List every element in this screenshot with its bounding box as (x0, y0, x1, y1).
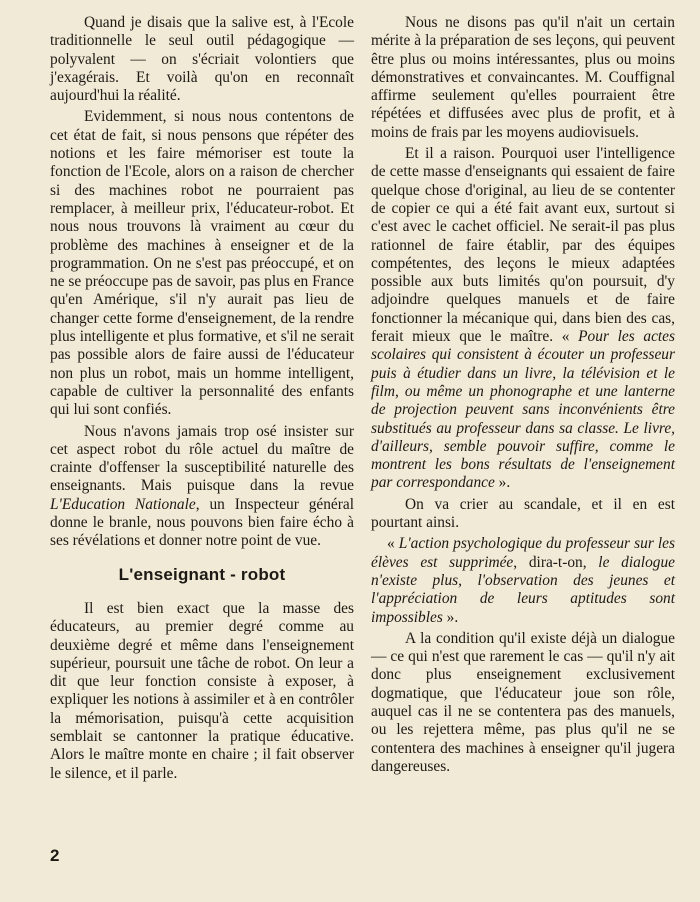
paragraph-text: ». (442, 608, 459, 626)
paragraph (371, 535, 675, 626)
section-heading: L'enseignant - robot (118, 564, 286, 584)
paragraph: A la condition qu'il existe déjà un dialogue — ce qui n'est que rarement le cas — qu'il n'y ait donc plus enseignement exclusivement dogmatique, que l'éducateur joue son rôle, auquel cas il ne se contentera pas des manuels, ou les rejettera même, pas plus qu'il ne se contentera des machines à enseigner qu'il jugera dangereuses. (371, 629, 675, 775)
left-column (50, 14, 354, 783)
quotation: le dialogue n'existe plus, l'observation des jeunes et l'appréciation de leurs aptitudes sont impossibles (371, 553, 675, 626)
paragraph-text: ». (494, 474, 511, 492)
paragraph-text: , un Inspecteur général donne le branle, nous pouvons bien faire écho à ses révélations et donner notre point de vue. (50, 495, 354, 550)
journal-title: L'Education Nationale (50, 495, 196, 513)
paragraph-text: Et il a raison. Pourquoi user l'intelligence de cette masse d'enseignants qui essaient de faire quelque chose d'original, au lieu de se contenter de copier ce qui a été fait avant eux, surtout si c'est avec le cachet officiel. Ne serait-il pas plus rationnel de faire établir, par des équipes compétentes, des leçons le mieux adaptées possible aux buts limités qu'on poursuit, d'y adjoindre quelques manuels et de faire fonctionner la mécanique qui, dans bien des cas, ferait mieux que le maître. « (371, 145, 675, 346)
quotation: L'action psychologique du professeur sur les élèves est supprimée (371, 535, 675, 571)
paragraph-text: « (387, 535, 399, 553)
paragraph: On va crier au scandale, et il en est pourtant ainsi. (371, 495, 675, 532)
paragraph: Il est bien exact que la masse des éducateurs, au premier degré comme au deuxième degré et même dans l'enseignement supérieur, poursuit une tâche de robot. On leur a dit que leur fonction consiste à exposer, à expliquer les notions à assimiler et à en contrôler la mémorisation, puisqu'à cette acquisition semblait se cantonner la pratique éducative. Alors le maître monte en chaire ; il fait observer le silence, et il parle. (50, 599, 354, 782)
paragraph-text: , dira-t-on, (513, 553, 599, 571)
paragraph: Quand je disais que la salive est, à l'Ecole traditionnelle le seul outil pédagogique — polyvalent — on s'écriait volontiers que j'exagérais. Et voilà qu'on en reconnaît aujourd'hui la réalité. (50, 14, 354, 105)
paragraph: Nous ne disons pas qu'il n'ait un certain mérite à la préparation de ses leçons, qui peuvent être plus ou moins intéressantes, plus ou moins démonstratives et convaincantes. M. Couffignal affirme seulement qu'elles pourraient être répétées et diffusées avec plus de profit, et à moins de frais par les moyens audiovisuels. (371, 14, 675, 141)
page-number: 2 (50, 846, 60, 865)
paragraph (371, 145, 675, 493)
right-column (371, 14, 675, 776)
quotation: Pour les actes scolaires qui consistent à écouter un professeur puis à étudier dans un livre, la télévision et le film, ou même un phonographe et une lanterne de projection peuvent sans inconvénients être substitués au professeur dans sa classe. Le livre, d'ailleurs, semble pouvoir suffire, comme le montrent les bons résultats de l'enseignement par correspondance (371, 328, 676, 492)
paragraph (50, 423, 354, 551)
paragraph: Evidemment, si nous nous contentons de cet état de fait, si nous pensons que répéter des notions et les faire mémoriser est toute la fonction de l'Ecole, alors on a raison de chercher si des machines robot ne pourraient pas remplacer, à meilleur prix, l'éducateur-robot. Et nous nous trouvons là vraiment au cœur du problème des machines à enseigner et de la programmation. On ne s'est pas préoccupé, et on ne se préoccupe pas de savoir, pas plus en France qu'en Amérique, s'il n'y aurait pas lieu de changer cette forme d'enseignement, de la rendre plus intelligente et plus formative, et s'il ne serait pas possible alors de faire aussi de l'éducateur non plus un robot, mais un homme intelligent, capable de cultiver la personnalité des enfants qui lui sont confiés. (50, 108, 354, 419)
paragraph-text: Nous n'avons jamais trop osé insister sur cet aspect robot du rôle actuel du maître de crainte d'offenser la susceptibilité naturelle des enseignants. Mais puisque dans la revue (50, 422, 354, 495)
